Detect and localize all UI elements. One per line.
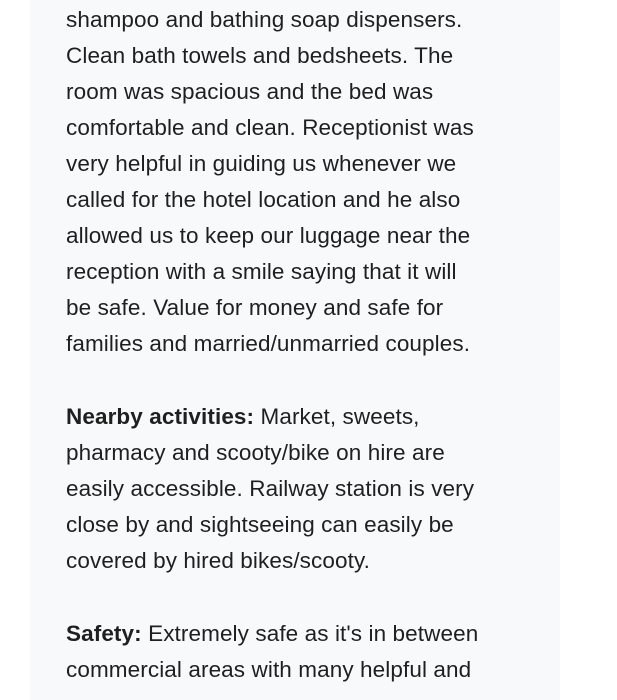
text-line: be safe. Value for money and safe for [66, 295, 444, 320]
paragraph-spacer [66, 362, 546, 399]
text-line: pharmacy and scooty/bike on hire are [66, 440, 445, 465]
text-line: easily accessible. Railway station is very [66, 476, 475, 501]
text-line: reception with a smile saying that it will [66, 259, 457, 284]
text-line: called for the hotel location and he also [66, 187, 461, 212]
text-line: comfortable and clean. Receptionist was [66, 115, 474, 140]
review-paragraph-intro [66, 2, 546, 362]
text-line: shampoo and bathing soap dispensers. [66, 7, 463, 32]
nearby-activities-label: Nearby activities: [66, 404, 255, 429]
review-paragraph-nearby [66, 399, 546, 579]
text-line: Extremely safe as it's in between [141, 621, 479, 646]
text-line: Clean bath towels and bedsheets. The [66, 43, 454, 68]
text-line: room was spacious and the bed was [66, 79, 434, 104]
text-line: covered by hired bikes/scooty. [66, 548, 370, 573]
text-line: commercial areas with many helpful and [66, 657, 472, 682]
text-line: Market, sweets, [254, 404, 420, 429]
paragraph-spacer [66, 579, 546, 616]
safety-label: Safety: [66, 621, 142, 646]
text-line: very helpful in guiding us whenever we [66, 151, 457, 176]
text-line: families and married/unmarried couples. [66, 331, 471, 356]
text-line: allowed us to keep our luggage near the [66, 223, 471, 248]
review-paragraph-safety [66, 616, 546, 688]
text-line: close by and sightseeing can easily be [66, 512, 454, 537]
review-text [66, 2, 546, 688]
